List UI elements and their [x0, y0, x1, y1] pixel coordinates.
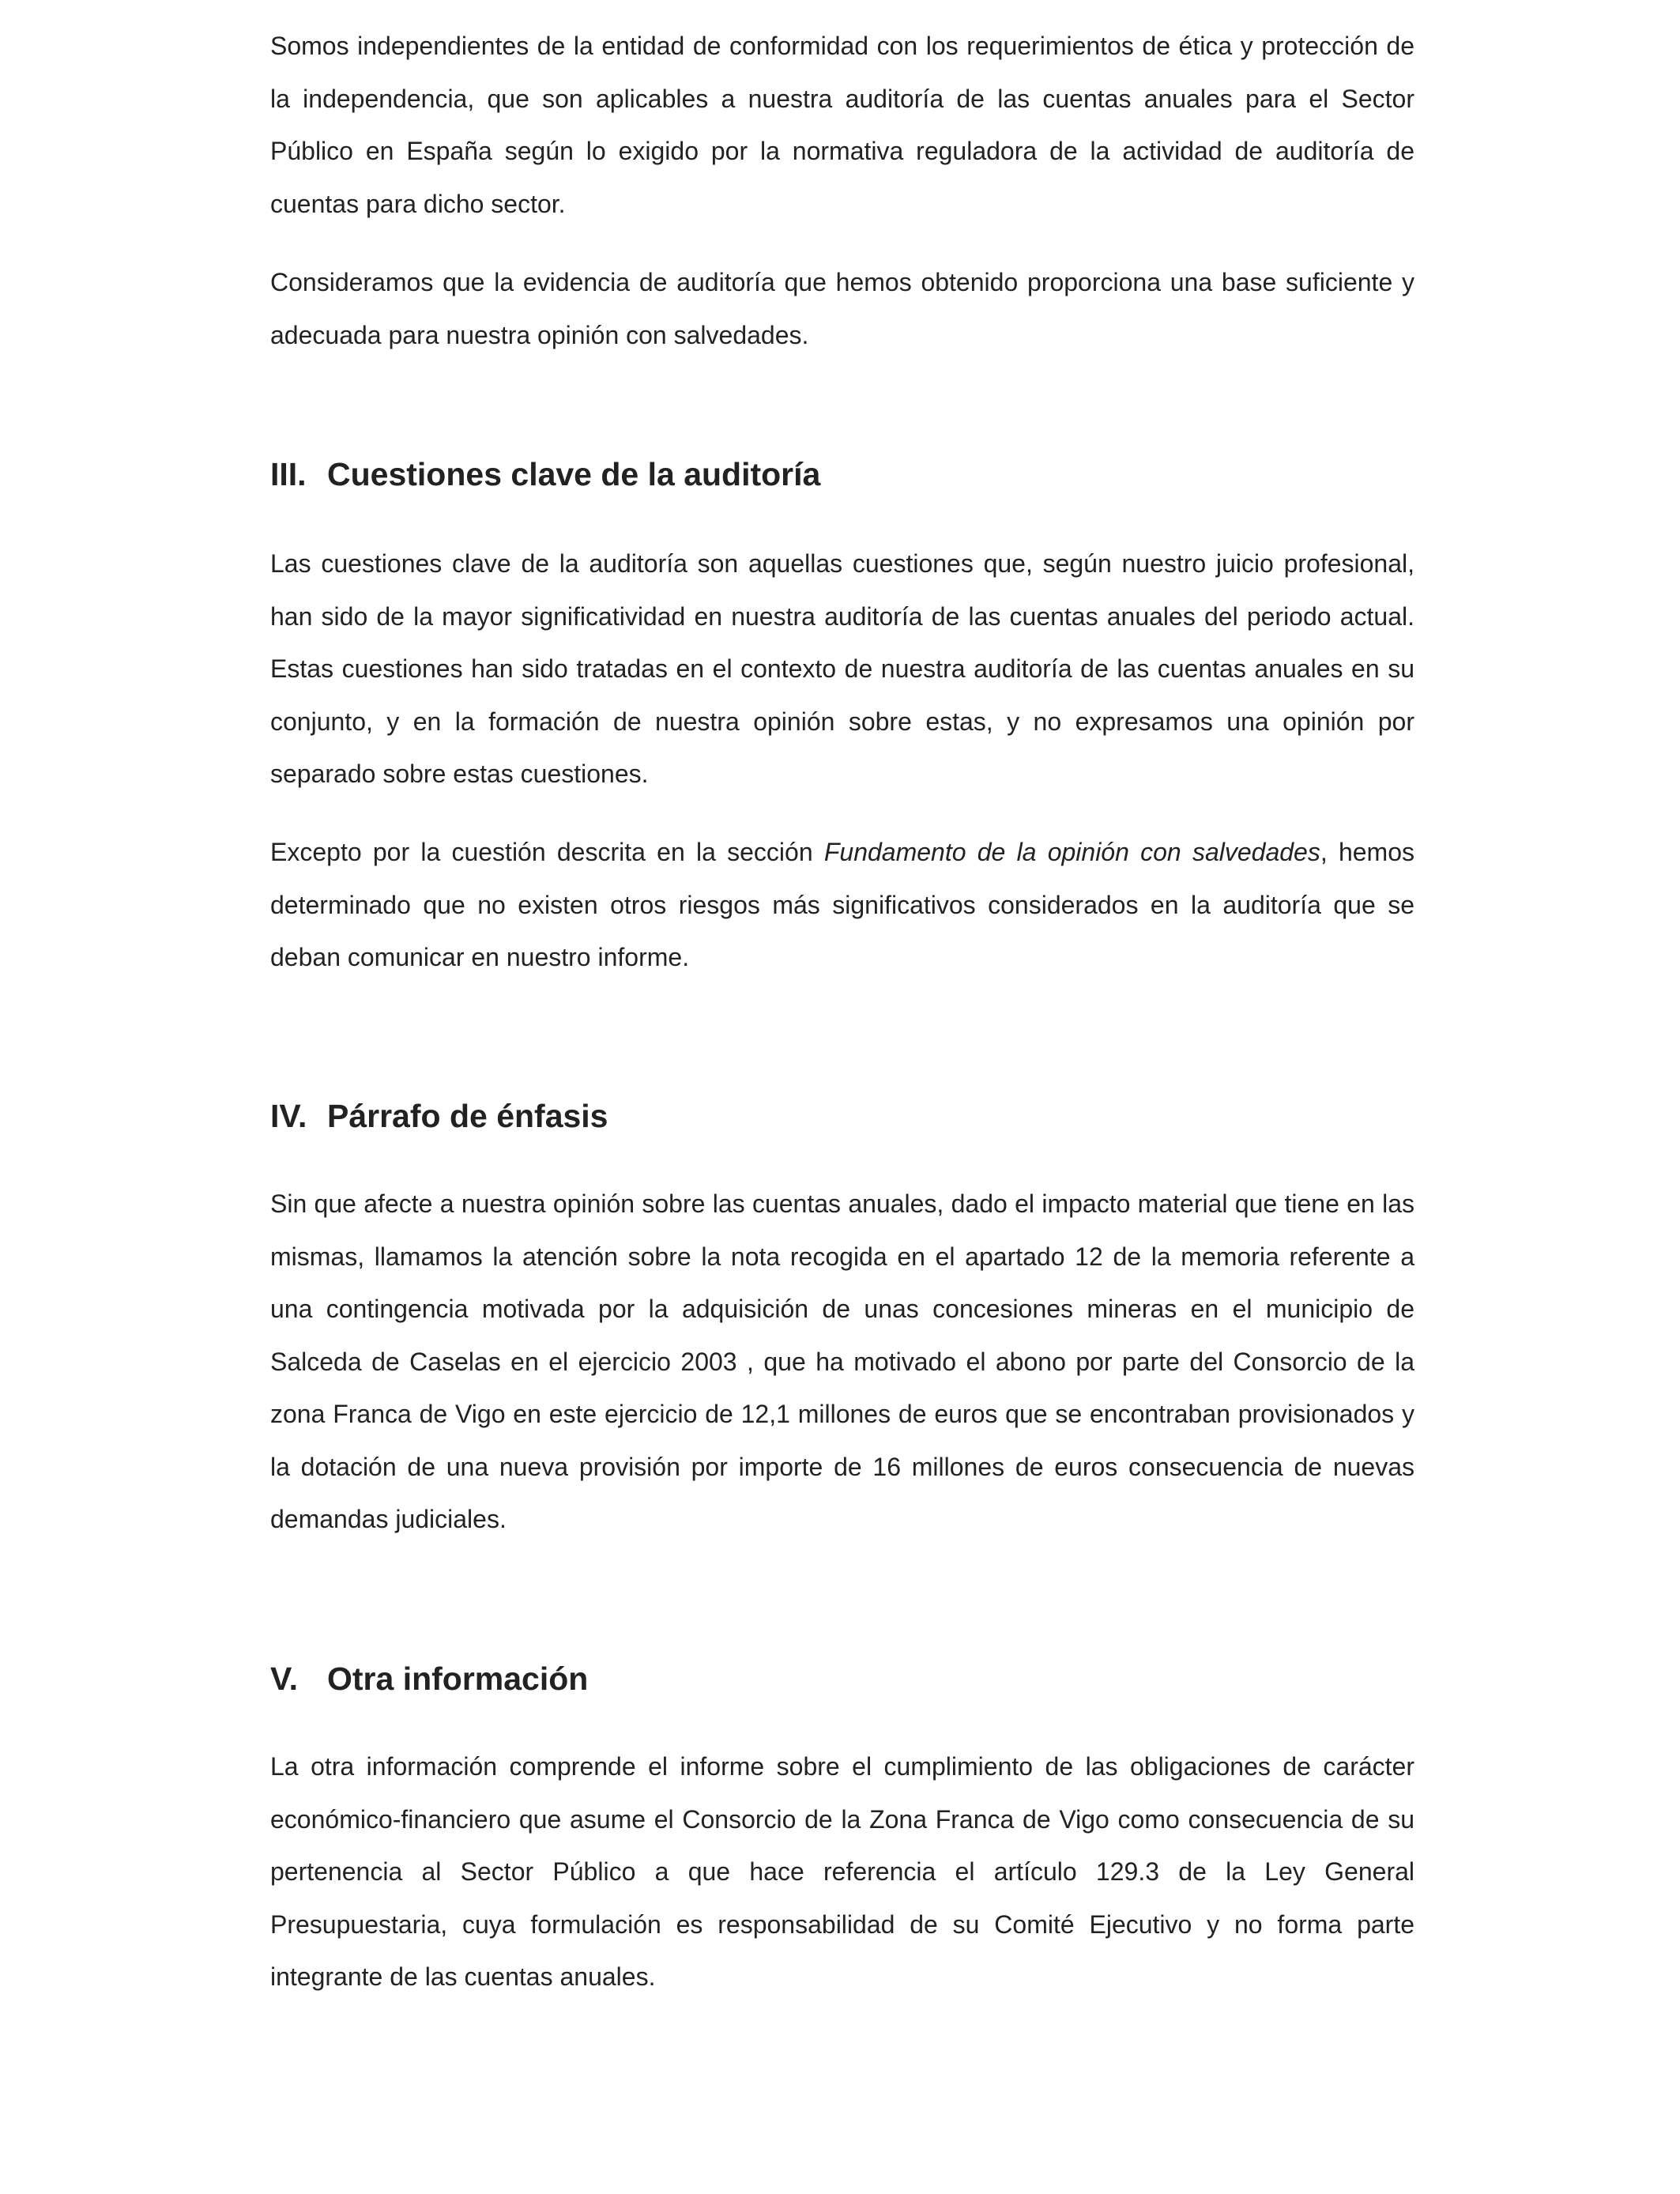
exception-text-end: , hemos determinado que no existen otros riesgos más significativos considerados en la auditoría que se deban comunicar en nuestro informe. — [270, 838, 1415, 971]
section-heading-key-matters — [270, 454, 820, 494]
paragraph-key-matters-exception — [270, 826, 1414, 984]
exception-text-italic: Fundamento de la opinión con salvedades — [823, 838, 1320, 866]
section-title: Párrafo de énfasis — [327, 1098, 608, 1134]
section-number: IV. — [270, 1098, 307, 1134]
section-heading-other-information — [270, 1659, 588, 1698]
section-number: V. — [270, 1661, 298, 1697]
paragraph-emphasis: Sin que afecte a nuestra opinión sobre las cuentas anuales, dado el impacto material que tiene en las mismas, llamamos la atención sobre la nota recogida en el apartado 12 de la memoria referente a una contingencia motivada por la adquisición de unas concesiones mineras en el municipio de Salceda de Caselas en el ejercicio 2003 , que ha motivado el abono por parte del Consorcio de la zona Franca de Vigo en este ejercicio de 12,1 millones de euros que se encontraban provisionados y la dotación de una nueva provisión por importe de 16 millones de euros consecuencia de nuevas demandas judiciales. — [270, 1189, 1414, 1533]
section-number: III. — [270, 456, 307, 492]
section-heading-emphasis — [270, 1096, 608, 1136]
exception-text-start: Excepto por la cuestión descrita en la sección — [270, 838, 824, 866]
paragraph-other-information: La otra información comprende el informe sobre el cumplimiento de las obligaciones de carácter económico-financiero que asume el Consorcio de la Zona Franca de Vigo como consecuencia de su pertenencia al Sector Público a que hace referencia el artículo 129.3 de la Ley General Presupuestaria, cuya formulación es responsabilidad de su Comité Ejecutivo y no forma parte integrante de las cuentas anuales. — [270, 1752, 1414, 1991]
paragraph-independence: Somos independientes de la entidad de conformidad con los requerimientos de ética y protección de la independencia, que son aplicables a nuestra auditoría de las cuentas anuales para el Sector Público en España según lo exigido por la normativa reguladora de la actividad de auditoría de cuentas para dicho sector. — [270, 32, 1414, 218]
paragraph-key-matters-definition: Las cuestiones clave de la auditoría son aquellas cuestiones que, según nuestro juicio profesional, han sido de la mayor significatividad en nuestra auditoría de las cuentas anuales del periodo actual. Estas cuestiones han sido tratadas en el contexto de nuestra auditoría de las cuentas anuales en su conjunto, y en la formación de nuestra opinión sobre estas, y no expresamos una opinión por separado sobre estas cuestiones. — [270, 549, 1414, 788]
paragraph-evidence: Consideramos que la evidencia de auditoría que hemos obtenido proporciona una base suficiente y adecuada para nuestra opinión con salvedades. — [270, 268, 1414, 349]
section-title: Otra información — [327, 1661, 589, 1697]
section-title: Cuestiones clave de la auditoría — [327, 456, 821, 492]
